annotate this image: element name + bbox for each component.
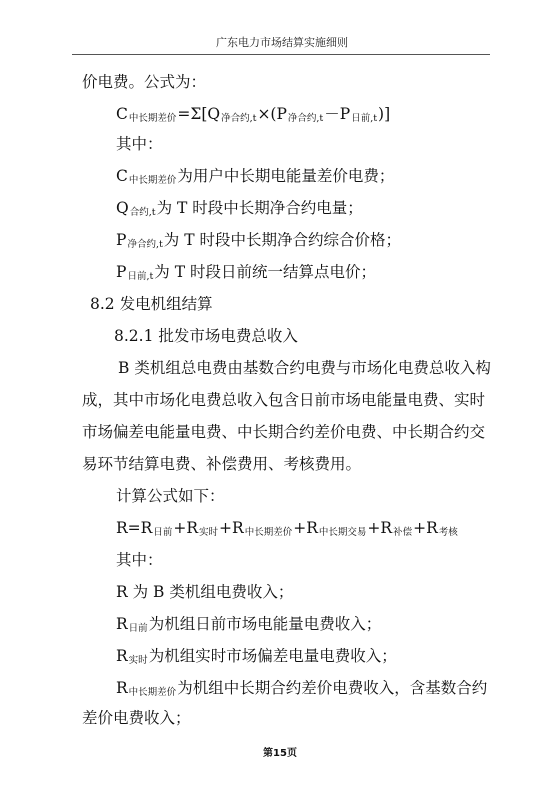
text-line: 价电费。公式为：	[82, 73, 207, 91]
paragraph-line: 成，其中市场化电费总收入包含日前市场电能量电费、实时	[82, 391, 486, 409]
where-label: 其中：	[116, 551, 163, 569]
definition-r: R 为 B 类机组电费收入；	[116, 583, 294, 601]
calc-intro: 计算公式如下：	[116, 487, 225, 505]
definition-r-dayahead: $R_{日前}$为机组日前市场电能量电费收入；	[116, 615, 382, 634]
definition-q: $Q_{合约,t}$为 T 时段中长期净合约电量；	[116, 199, 363, 218]
section-heading-8-2-1: 8.2.1 批发市场电费总收入	[114, 327, 298, 345]
definition-p-contract: $P_{净合约,t}$为 T 时段中长期净合约综合价格；	[116, 231, 401, 250]
definition-c: $C_{中长期差价}$为用户中长期电能量差价电费；	[116, 167, 395, 186]
definition-p-dayahead: $P_{日前,t}$为 T 时段日前统一结算点电价；	[116, 263, 376, 282]
where-label: 其中：	[116, 135, 163, 153]
header-rule	[72, 54, 490, 55]
paragraph-line: 市场偏差电能量电费、中长期合约差价电费、中长期合约交	[82, 423, 486, 441]
definition-r-realtime: $R_{实时}$为机组实时市场偏差电量电费收入；	[116, 647, 397, 666]
paragraph-line: 易环节结算电费、补偿费用、考核费用。	[82, 455, 362, 473]
page-number: 第15页	[263, 748, 297, 759]
definition-r-contract-diff-cont: 差价电费收入；	[82, 709, 191, 727]
section-heading-8-2: 8.2 发电机组结算	[90, 295, 213, 313]
formula-total-revenue: $R=R_{日前}+R_{实时}+R_{中长期差价}+R_{中长期交易}+R_{补偿}+R_{考核}$	[116, 519, 458, 538]
formula-contract-diff: $C_{中长期差价}=\Sigma[Q_{净合约,t}\times(P_{净合约,t}-P_{日前,t})]$	[116, 105, 391, 124]
running-header: 广东电力市场结算实施细则	[216, 36, 348, 49]
definition-r-contract-diff: $R_{中长期差价}$为机组中长期合约差价电费收入，含基数合约	[116, 679, 488, 698]
paragraph-line: B 类机组总电费由基数合约电费与市场化电费总收入构	[118, 359, 491, 377]
